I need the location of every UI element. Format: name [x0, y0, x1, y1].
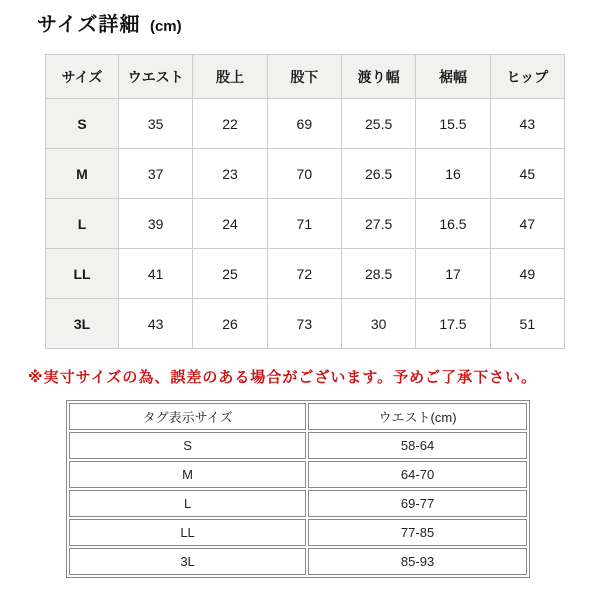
- size-table-row: [46, 249, 565, 299]
- row-header-size: M: [46, 149, 119, 199]
- size-table-row: [46, 199, 565, 249]
- size-table-row: [46, 299, 565, 349]
- measurement-cell: 35: [119, 99, 193, 149]
- measurement-cell: 37: [119, 149, 193, 199]
- disclaimer-note: ※実寸サイズの為、誤差のある場合がございます。予めご了承下さい。: [28, 369, 538, 386]
- measurement-cell: 51: [490, 299, 564, 349]
- tag-size-label-cell: LL: [69, 519, 306, 546]
- size-table-row: [46, 99, 565, 149]
- measurement-cell: 24: [193, 199, 267, 249]
- measurement-cell: 71: [267, 199, 341, 249]
- column-header-tag-size: タグ表示サイズ: [69, 403, 306, 430]
- column-header-hip: ヒップ: [490, 55, 564, 99]
- tag-size-table: [66, 400, 530, 578]
- page-title-unit: (cm): [149, 18, 182, 35]
- measurement-cell: 16: [416, 149, 490, 199]
- page-title: [37, 8, 600, 37]
- measurement-cell: 28.5: [341, 249, 415, 299]
- measurement-cell: 22: [193, 99, 267, 149]
- measurement-cell: 17: [416, 249, 490, 299]
- size-detail-table: [45, 54, 565, 349]
- measurement-cell: 25: [193, 249, 267, 299]
- waist-range-cell: 64-70: [308, 461, 527, 488]
- tag-size-label-cell: L: [69, 490, 306, 517]
- measurement-cell: 43: [119, 299, 193, 349]
- column-header-waist: ウエスト: [119, 55, 193, 99]
- tag-size-row: [69, 548, 527, 575]
- column-header-thigh: 渡り幅: [341, 55, 415, 99]
- measurement-cell: 73: [267, 299, 341, 349]
- tag-size-header-row: [69, 403, 527, 430]
- waist-range-cell: 77-85: [308, 519, 527, 546]
- measurement-cell: 26.5: [341, 149, 415, 199]
- size-table-row: [46, 149, 565, 199]
- column-header-rise: 股上: [193, 55, 267, 99]
- size-detail-header-row: [46, 55, 565, 99]
- row-header-size: 3L: [46, 299, 119, 349]
- measurement-cell: 39: [119, 199, 193, 249]
- measurement-cell: 26: [193, 299, 267, 349]
- measurement-cell: 30: [341, 299, 415, 349]
- measurement-cell: 45: [490, 149, 564, 199]
- waist-range-cell: 69-77: [308, 490, 527, 517]
- measurement-cell: 47: [490, 199, 564, 249]
- measurement-cell: 25.5: [341, 99, 415, 149]
- measurement-cell: 70: [267, 149, 341, 199]
- measurement-cell: 16.5: [416, 199, 490, 249]
- tag-size-row: [69, 519, 527, 546]
- measurement-cell: 41: [119, 249, 193, 299]
- row-header-size: S: [46, 99, 119, 149]
- measurement-cell: 27.5: [341, 199, 415, 249]
- waist-range-cell: 58-64: [308, 432, 527, 459]
- measurement-cell: 43: [490, 99, 564, 149]
- measurement-cell: 23: [193, 149, 267, 199]
- column-header-size: サイズ: [46, 55, 119, 99]
- column-header-waist-range: ウエスト(cm): [308, 403, 527, 430]
- measurement-cell: 17.5: [416, 299, 490, 349]
- column-header-hem: 裾幅: [416, 55, 490, 99]
- row-header-size: LL: [46, 249, 119, 299]
- waist-range-cell: 85-93: [308, 548, 527, 575]
- column-header-inseam: 股下: [267, 55, 341, 99]
- measurement-cell: 15.5: [416, 99, 490, 149]
- measurement-cell: 69: [267, 99, 341, 149]
- measurement-cell: 72: [267, 249, 341, 299]
- tag-size-label-cell: 3L: [69, 548, 306, 575]
- row-header-size: L: [46, 199, 119, 249]
- tag-size-row: [69, 432, 527, 459]
- tag-size-label-cell: S: [69, 432, 306, 459]
- tag-size-label-cell: M: [69, 461, 306, 488]
- page-title-text: サイズ詳細: [37, 14, 141, 36]
- tag-size-row: [69, 461, 527, 488]
- measurement-cell: 49: [490, 249, 564, 299]
- tag-size-row: [69, 490, 527, 517]
